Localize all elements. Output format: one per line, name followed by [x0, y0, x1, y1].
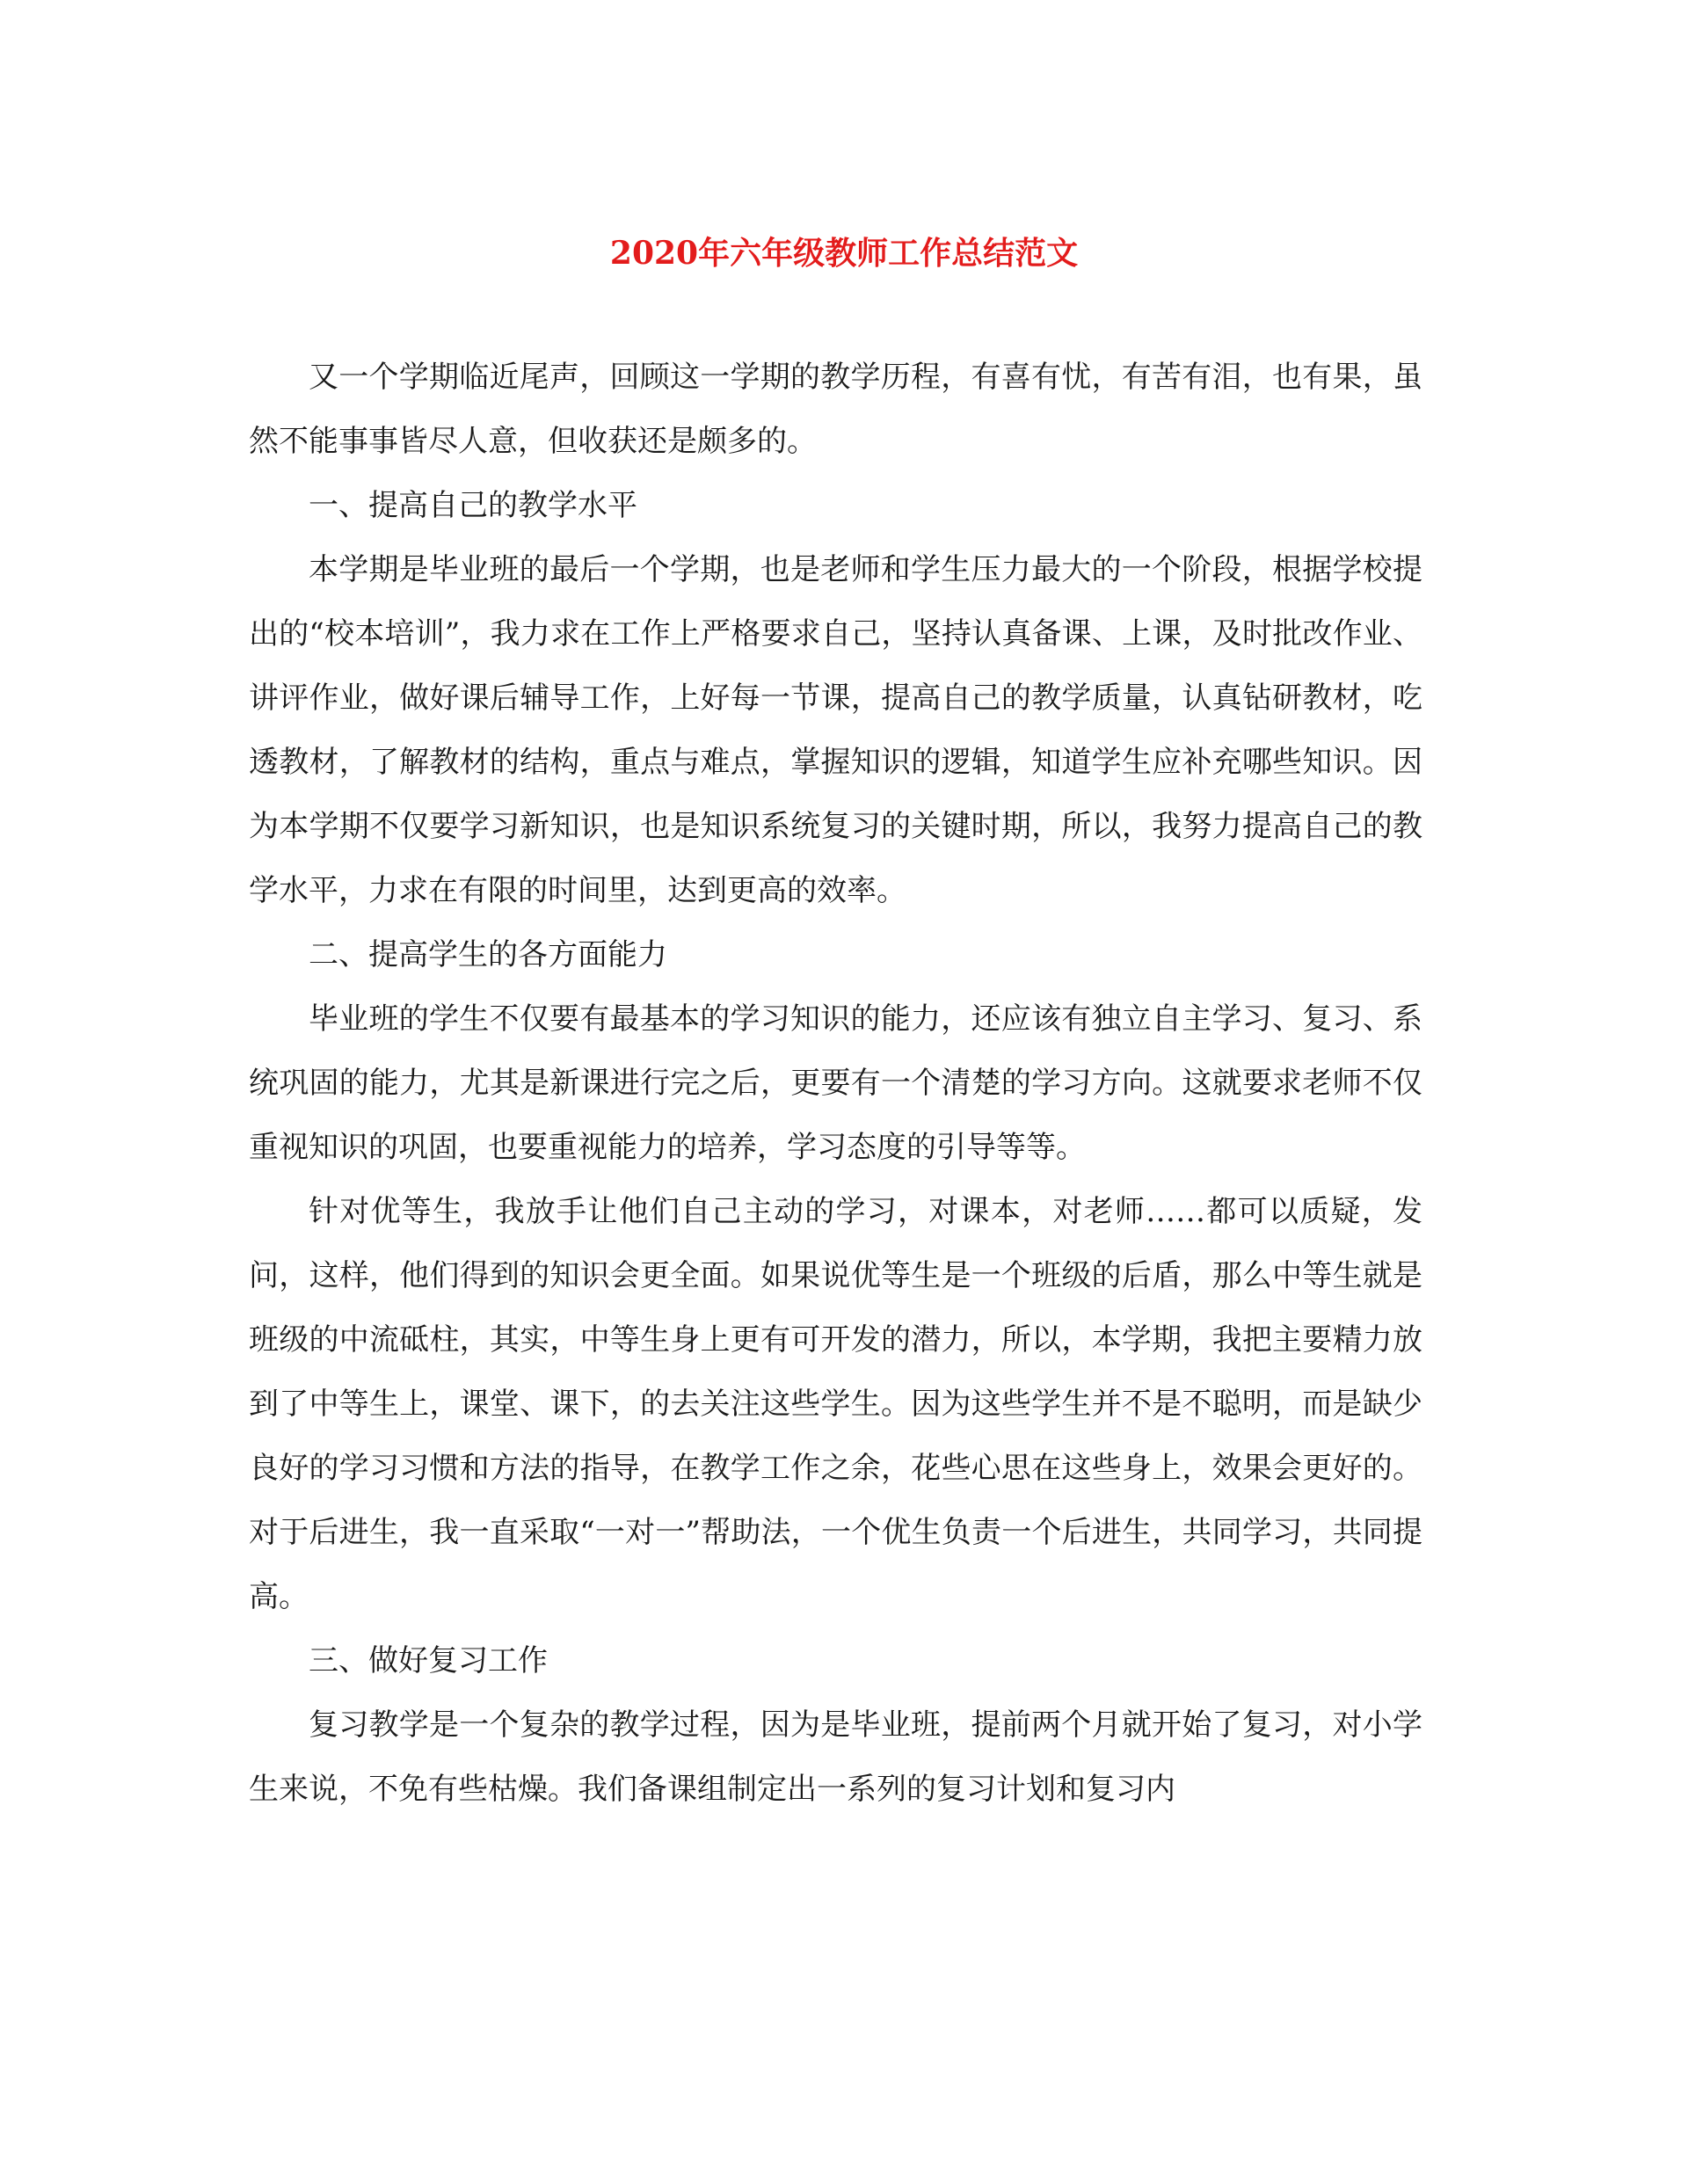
document-title: 2020年六年级教师工作总结范文 — [609, 235, 1079, 272]
paragraph-student-groups: 针对优等生，我放手让他们自己主动的学习，对课本，对老师……都可以质疑，发问，这样，他们得到的知识会更全面。如果说优等生是一个班级的后盾，那么中等生就是班级的中流砥柱，其实，中等生身上更有可开发的潜力，所以，本学期，我把主要精力放到了中等生上，课堂、课下，的去关注这些学生。因为这些学生并不是不聪明，而是缺少良好的学习习惯和方法的指导，在教学工作之余，花些心思在这些身上，效果会更好的。对于后进生，我一直采取“一对一”帮助法，一个优生负责一个后进生，共同学习，共同提高。 — [249, 1194, 1422, 1614]
section-heading-2: 二、提高学生的各方面能力 — [309, 937, 667, 972]
section-heading-3: 三、做好复习工作 — [309, 1643, 548, 1678]
paragraph-student-abilities: 毕业班的学生不仅要有最基本的学习知识的能力，还应该有独立自主学习、复习、系统巩固的能力，尤其是新课进行完之后，更要有一个清楚的学习方向。这就要求老师不仅重视知识的巩固，也要重视能力的培养，学习态度的引导等等。 — [249, 1001, 1422, 1165]
paragraph-review-work: 复习教学是一个复杂的教学过程，因为是毕业班，提前两个月就开始了复习，对小学生来说，不免有些枯燥。我们备课组制定出一系列的复习计划和复习内 — [249, 1707, 1422, 1807]
section-heading-1: 一、提高自己的教学水平 — [309, 488, 637, 523]
paragraph-intro: 又一个学期临近尾声，回顾这一学期的教学历程，有喜有忧，有苦有泪，也有果，虽然不能事事皆尽人意，但收获还是颇多的。 — [249, 360, 1422, 459]
document-body — [249, 346, 1422, 1822]
paragraph-teaching-level: 本学期是毕业班的最后一个学期，也是老师和学生压力最大的一个阶段，根据学校提出的“校本培训”，我力求在工作上严格要求自己，坚持认真备课、上课，及时批改作业、讲评作业，做好课后辅导工作，上好每一节课，提高自己的教学质量，认真钻研教材，吃透教材，了解教材的结构，重点与难点，掌握知识的逻辑，知道学生应补充哪些知识。因为本学期不仅要学习新知识，也是知识系统复习的关键时期，所以，我努力提高自己的教学水平，力求在有限的时间里，达到更高的效率。 — [249, 552, 1422, 908]
